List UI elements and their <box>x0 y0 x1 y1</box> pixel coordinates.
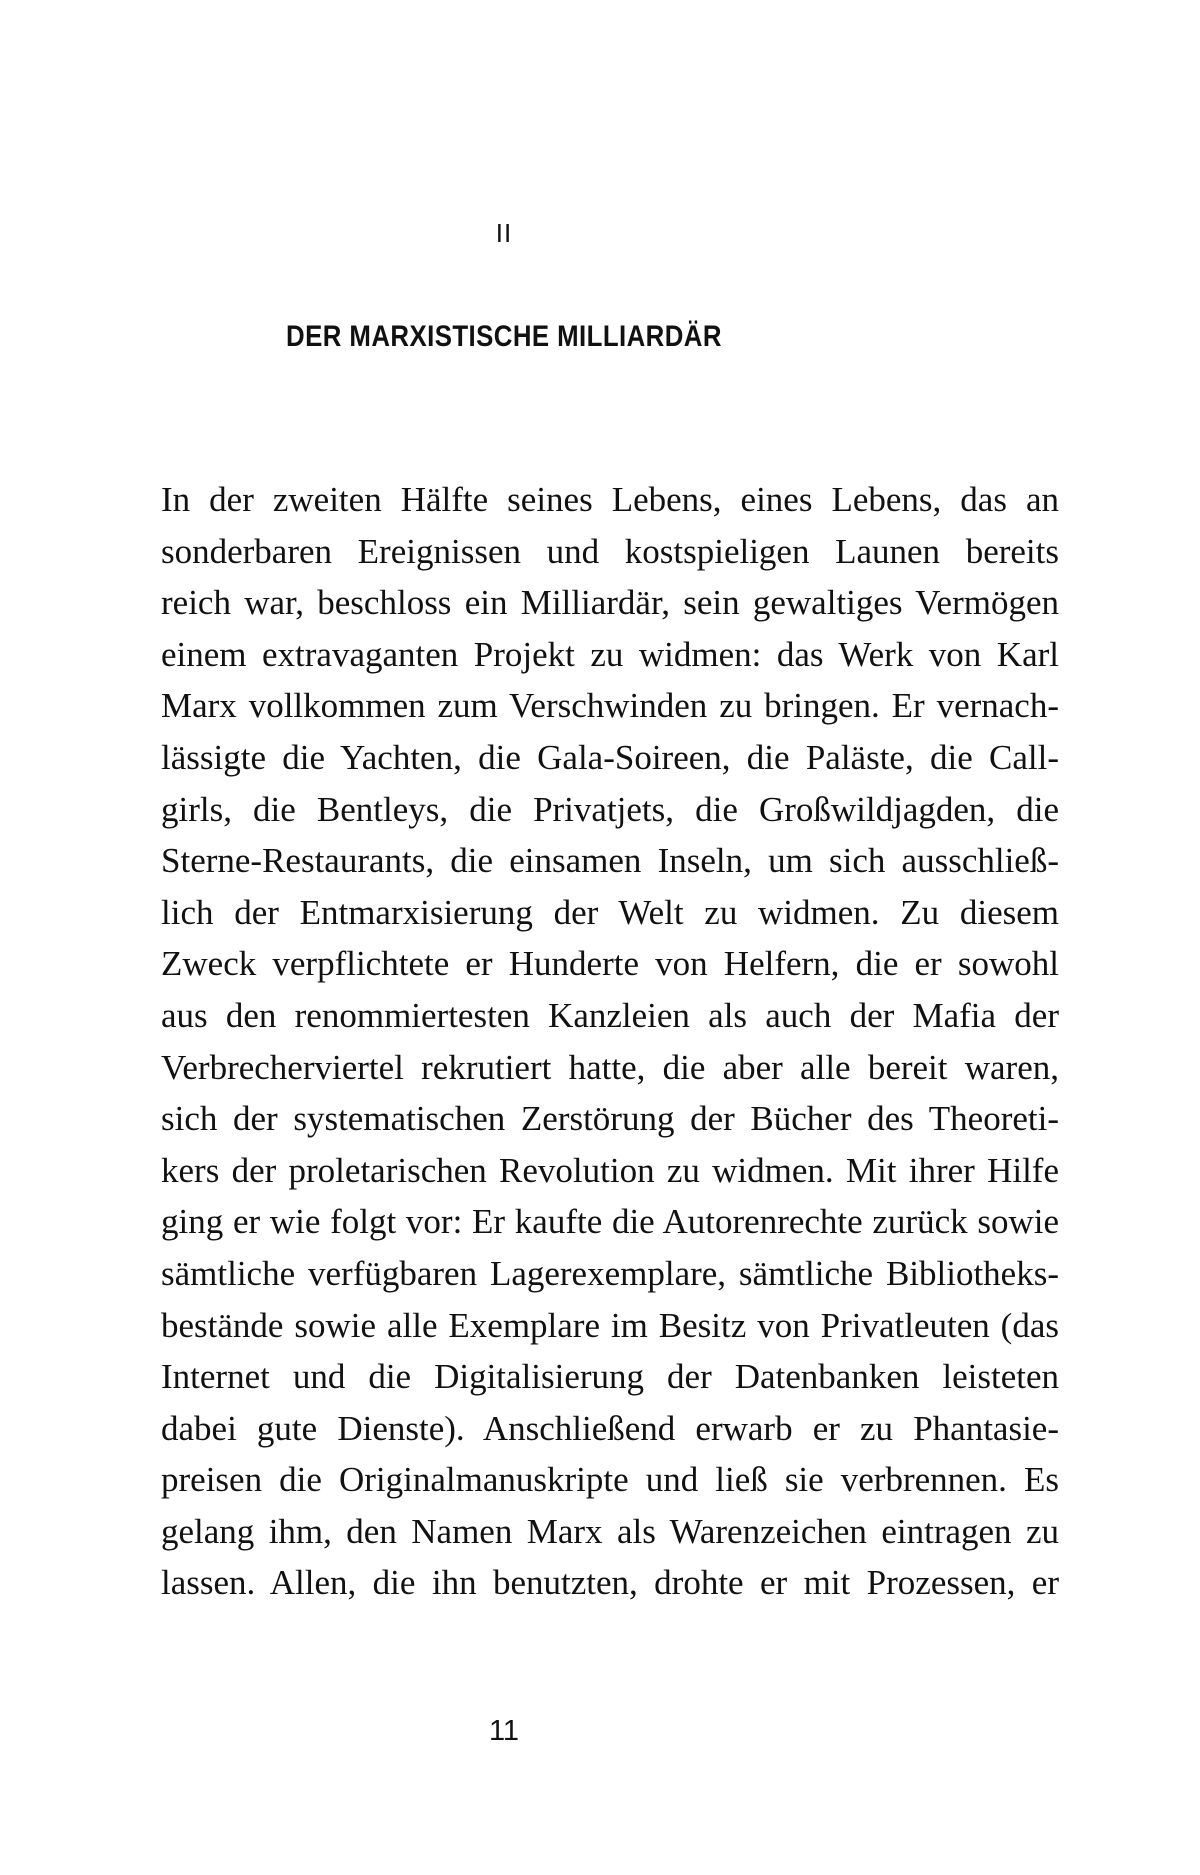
chapter-title: DER MARXISTISCHE MILLIARDÄR <box>286 320 722 353</box>
text-line: sonderbaren Ereignissen und kostspieligen Launen bereits <box>161 531 1059 571</box>
text-line: Sterne-Restaurants, die einsamen Inseln, um sich ausschließ- <box>161 841 1059 881</box>
text-line: Internet und die Digitalisierung der Datenbanken leisteten <box>161 1357 1059 1397</box>
text-line: lich der Entmarxisierung der Welt zu widmen. Zu diesem <box>161 892 1059 932</box>
body-text <box>161 474 1059 1609</box>
text-line: lässigte die Yachten, die Gala-Soireen, die Paläste, die Call- <box>161 737 1059 777</box>
text-line: sich der systematischen Zerstörung der Bücher des Theoreti- <box>161 1099 1059 1139</box>
text-line: ging er wie folgt vor: Er kaufte die Autorenrechte zurück sowie <box>161 1202 1059 1242</box>
text-line: kers der proletarischen Revolution zu widmen. Mit ihrer Hilfe <box>161 1150 1059 1190</box>
text-line: lassen. Allen, die ihn benutzten, drohte er mit Prozessen, er <box>161 1563 1059 1603</box>
text-line: Marx vollkommen zum Verschwinden zu bringen. Er vernach- <box>161 686 1059 726</box>
text-line: reich war, beschloss ein Milliardär, sein gewaltiges Vermögen <box>161 583 1059 623</box>
chapter-number: II <box>495 218 513 248</box>
text-line: Zweck verpflichtete er Hunderte von Helfern, die er sowohl <box>161 944 1059 984</box>
text-line: einem extravaganten Projekt zu widmen: das Werk von Karl <box>161 634 1059 674</box>
text-line: girls, die Bentleys, die Privatjets, die Großwildjagden, die <box>161 789 1059 829</box>
page-number: 11 <box>488 1715 520 1747</box>
text-line: bestände sowie alle Exemplare im Besitz von Privatleuten (das <box>161 1305 1059 1345</box>
text-line: dabei gute Dienste). Anschließend erwarb er zu Phantasie- <box>161 1408 1059 1448</box>
text-line: aus den renommiertesten Kanzleien als auch der Mafia der <box>161 995 1059 1035</box>
text-line: Verbrecherviertel rekrutiert hatte, die aber alle bereit waren, <box>161 1047 1059 1087</box>
text-line: gelang ihm, den Namen Marx als Warenzeichen eintragen zu <box>161 1511 1059 1551</box>
text-line: In der zweiten Hälfte seines Lebens, eines Lebens, das an <box>161 480 1059 519</box>
text-line: preisen die Originalmanuskripte und ließ sie verbrennen. Es <box>161 1460 1059 1500</box>
text-line: sämtliche verfügbaren Lagerexemplare, sämtliche Bibliotheks- <box>161 1253 1059 1293</box>
